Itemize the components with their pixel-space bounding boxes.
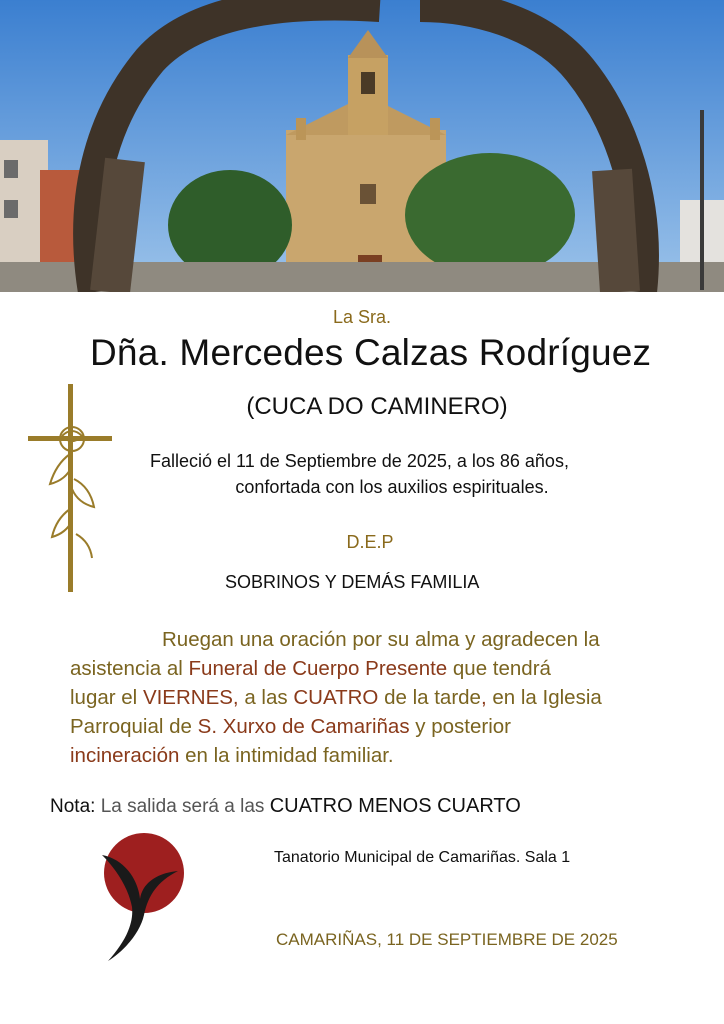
prayer-line: Parroquial de S. Xurxo de Camariñas y posterior xyxy=(70,715,511,738)
death-line-1: Falleció el 11 de Septiembre de 2025, a los 86 años, xyxy=(150,451,569,471)
prayer-line: Ruegan una oración por su alma y agradecen la xyxy=(162,628,600,651)
header-photo xyxy=(0,0,724,292)
note-time: CUATRO MENOS CUARTO xyxy=(269,795,521,817)
intro-text: La Sra. xyxy=(332,307,392,327)
nickname: (CUCA DO CAMINERO) xyxy=(246,393,508,420)
death-line-2: confortada con los auxilios espirituales. xyxy=(235,477,549,497)
note-text: La salida será a las xyxy=(95,796,270,817)
bird-logo-icon xyxy=(94,829,186,965)
prayer-line: incineración en la intimidad familiar. xyxy=(70,744,394,767)
prayer-paragraph xyxy=(70,625,690,770)
note-label: Nota: xyxy=(50,796,96,817)
deceased-name: Dña. Mercedes Calzas Rodríguez xyxy=(90,332,652,373)
funeral-home: Tanatorio Municipal de Camariñas. Sala 1 xyxy=(274,849,571,866)
prayer-line: asistencia al Funeral de Cuerpo Presente que tendrá xyxy=(70,657,551,680)
place-date: CAMARIÑAS, 11 DE SEPTIEMBRE DE 2025 xyxy=(276,930,618,949)
family-text: SOBRINOS Y DEMÁS FAMILIA xyxy=(225,572,480,592)
note-line xyxy=(50,795,521,818)
prayer-line: lugar el VIERNES, a las CUATRO de la tarde, en la Iglesia xyxy=(70,686,602,709)
rip-text: D.E.P xyxy=(346,532,394,552)
